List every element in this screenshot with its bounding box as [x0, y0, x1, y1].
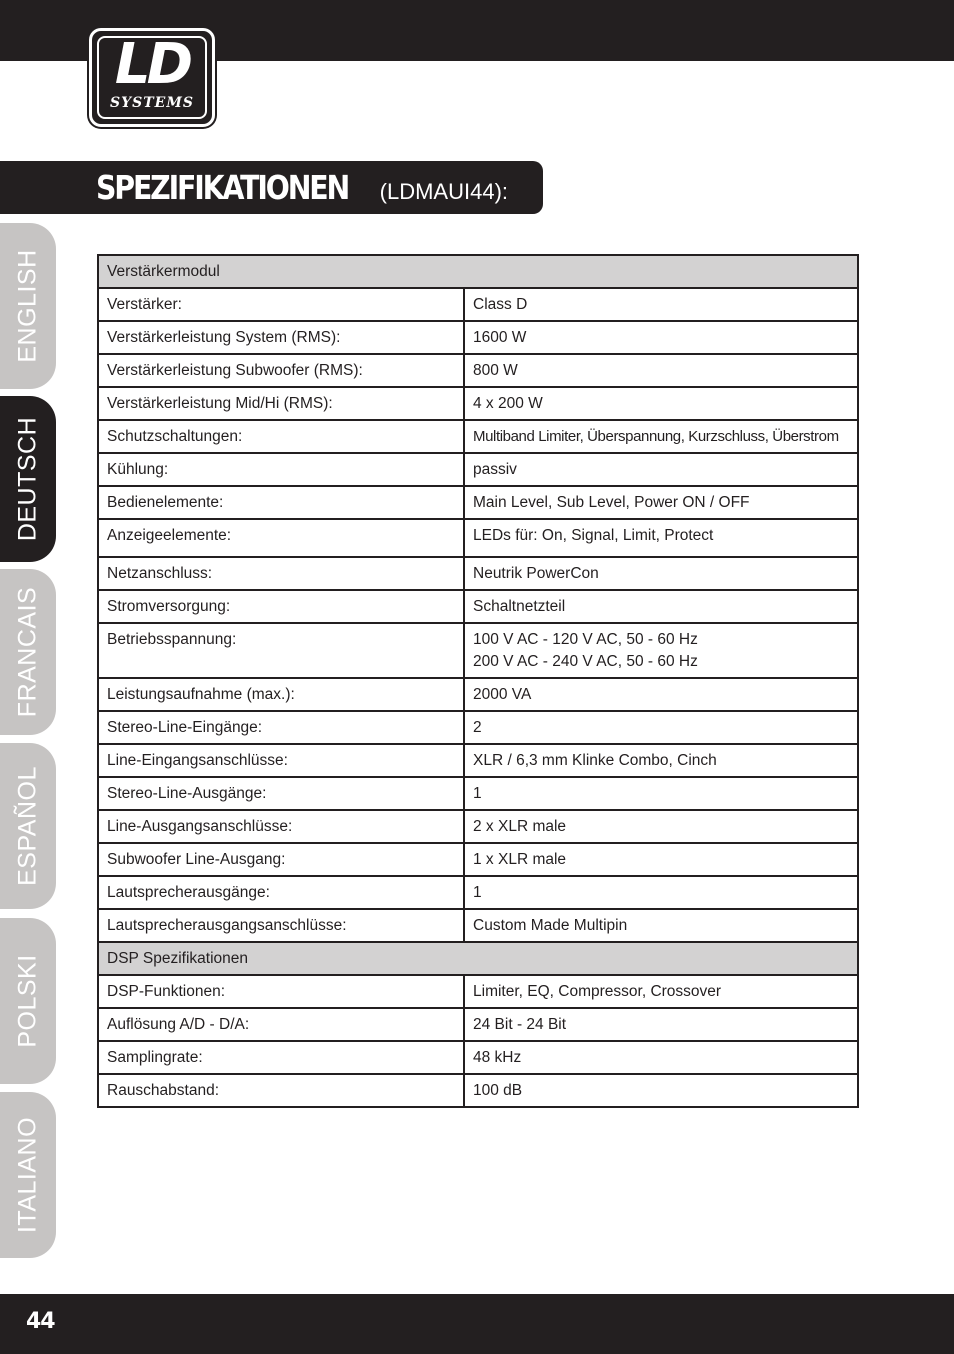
spec-value: Neutrik PowerCon: [464, 557, 858, 590]
spec-value: 100 dB: [464, 1074, 858, 1107]
table-row: [98, 354, 858, 387]
spec-value: Main Level, Sub Level, Power ON / OFF: [464, 486, 858, 519]
tab-deutsch[interactable]: [0, 396, 56, 562]
spec-value: 2 x XLR male: [464, 810, 858, 843]
spec-label: Stromversorgung:: [98, 590, 464, 623]
tab-english[interactable]: [0, 223, 56, 389]
spec-value: Class D: [464, 288, 858, 321]
spec-table: [97, 254, 859, 1108]
spec-value: Custom Made Multipin: [464, 909, 858, 942]
page-number: 44: [26, 1309, 55, 1334]
tab-polski-label: POLSKI: [13, 954, 42, 1048]
tab-polski[interactable]: [0, 918, 56, 1084]
page-title: [96, 168, 508, 207]
logo-sub-text: SYSTEMS: [110, 95, 194, 111]
table-row: [98, 711, 858, 744]
table-row: [98, 486, 858, 519]
spec-label: Stereo-Line-Eingänge:: [98, 711, 464, 744]
spec-value: 800 W: [464, 354, 858, 387]
page-title-model: (LDMAUI44):: [379, 179, 509, 204]
spec-value: Multiband Limiter, Überspannung, Kurzschluss, Überstrom: [464, 420, 858, 453]
spec-value: [464, 623, 858, 678]
section-header: DSP Spezifikationen: [98, 942, 858, 975]
section-header: Verstärkermodul: [98, 255, 858, 288]
table-row: [98, 453, 858, 486]
logo-main-text: LD: [114, 32, 190, 97]
spec-label: Bedienelemente:: [98, 486, 464, 519]
spec-label: Kühlung:: [98, 453, 464, 486]
spec-label: Line-Eingangsanschlüsse:: [98, 744, 464, 777]
section-row-dsp: [98, 942, 858, 975]
spec-value: Schaltnetzteil: [464, 590, 858, 623]
spec-label: Lautsprecherausgangsanschlüsse:: [98, 909, 464, 942]
table-row: [98, 678, 858, 711]
page-title-main: SPEZIFIKATIONEN: [96, 168, 349, 207]
spec-label: Auflösung A/D - D/A:: [98, 1008, 464, 1041]
spec-value: 48 kHz: [464, 1041, 858, 1074]
spec-label: Verstärkerleistung Subwoofer (RMS):: [98, 354, 464, 387]
spec-label: Netzanschluss:: [98, 557, 464, 590]
spec-value: 2000 VA: [464, 678, 858, 711]
tab-english-label: ENGLISH: [13, 249, 42, 363]
tab-italiano-label: ITALIANO: [13, 1116, 42, 1234]
spec-value-line: 100 V AC - 120 V AC, 50 - 60 Hz: [473, 631, 698, 648]
table-row: [98, 810, 858, 843]
table-row: [98, 590, 858, 623]
table-row: [98, 420, 858, 453]
spec-label: DSP-Funktionen:: [98, 975, 464, 1008]
spec-label: Rauschabstand:: [98, 1074, 464, 1107]
table-row: [98, 1008, 858, 1041]
footer-bar: [0, 1294, 954, 1354]
tab-deutsch-label: DEUTSCH: [13, 416, 42, 542]
table-row: [98, 519, 858, 557]
table-row: [98, 387, 858, 420]
spec-value-line: 200 V AC - 240 V AC, 50 - 60 Hz: [473, 653, 698, 670]
spec-value: XLR / 6,3 mm Klinke Combo, Cinch: [464, 744, 858, 777]
table-row: [98, 1041, 858, 1074]
tab-francais-label: FRANCAIS: [13, 586, 42, 718]
table-row: [98, 321, 858, 354]
tab-espanol[interactable]: [0, 743, 56, 909]
spec-label: Anzeigeelemente:: [98, 519, 464, 557]
table-row: [98, 623, 858, 678]
spec-label: Schutzschaltungen:: [98, 420, 464, 453]
table-row: [98, 876, 858, 909]
table-row: [98, 744, 858, 777]
spec-value: 2: [464, 711, 858, 744]
table-row: [98, 557, 858, 590]
spec-value: 1600 W: [464, 321, 858, 354]
tab-espanol-label: ESPAÑOL: [13, 766, 42, 886]
spec-value: LEDs für: On, Signal, Limit, Protect: [464, 519, 858, 557]
spec-label: Verstärkerleistung System (RMS):: [98, 321, 464, 354]
spec-label: Verstärker:: [98, 288, 464, 321]
table-row: [98, 1074, 858, 1107]
table-row: [98, 288, 858, 321]
spec-label: Subwoofer Line-Ausgang:: [98, 843, 464, 876]
spec-label: Betriebsspannung:: [98, 623, 464, 678]
tab-italiano[interactable]: [0, 1092, 56, 1258]
spec-label: Samplingrate:: [98, 1041, 464, 1074]
spec-value: 1: [464, 876, 858, 909]
spec-label: Stereo-Line-Ausgänge:: [98, 777, 464, 810]
ld-systems-logo: [89, 28, 215, 127]
table-row: [98, 777, 858, 810]
table-row: [98, 975, 858, 1008]
table-row: [98, 843, 858, 876]
table-row: [98, 909, 858, 942]
spec-label: Verstärkerleistung Mid/Hi (RMS):: [98, 387, 464, 420]
spec-label: Line-Ausgangsanschlüsse:: [98, 810, 464, 843]
spec-value: 4 x 200 W: [464, 387, 858, 420]
spec-label: Lautsprecherausgänge:: [98, 876, 464, 909]
section-row-amplifier: [98, 255, 858, 288]
spec-value: 1 x XLR male: [464, 843, 858, 876]
spec-value: passiv: [464, 453, 858, 486]
spec-value: 1: [464, 777, 858, 810]
spec-label: Leistungsaufnahme (max.):: [98, 678, 464, 711]
spec-value: 24 Bit - 24 Bit: [464, 1008, 858, 1041]
tab-francais[interactable]: [0, 569, 56, 735]
spec-value: Limiter, EQ, Compressor, Crossover: [464, 975, 858, 1008]
